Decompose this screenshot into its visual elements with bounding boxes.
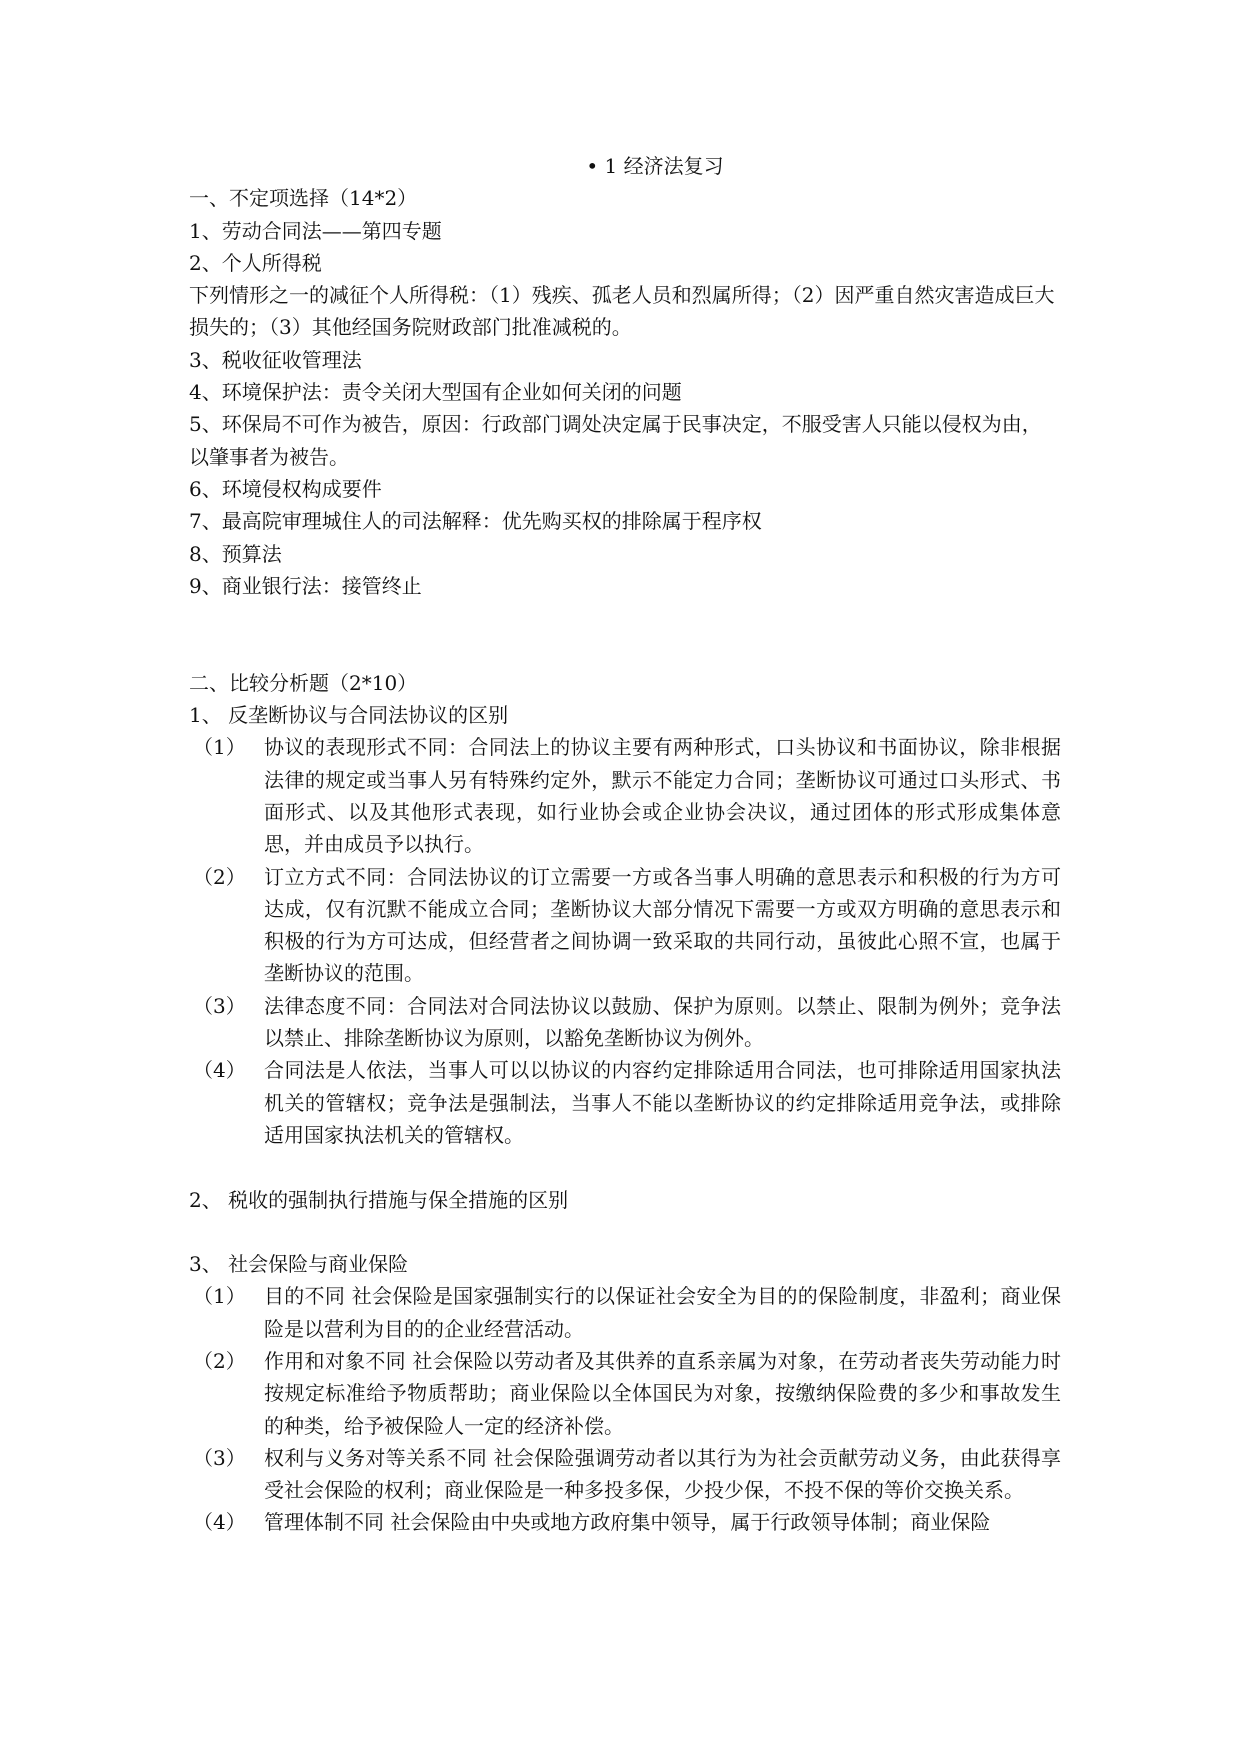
section-heading-2: 二、比较分析题（2*10） [189, 670, 418, 695]
question-title: 2、 税收的强制执行措施与保全措施的区别 [189, 1187, 569, 1212]
list-item: 9、商业银行法：接管终止 [189, 573, 422, 598]
item-text: 订立方式不同：合同法协议的订立需要一方或各当事人明确的意思表示和积极的行为方可达成，仅有沉默不能成立合同；垄断协议大部分情况下需要一方或双方明确的意思表示和积极的行为方可达成，但经营者之间协调一致采取的共同行动，虽彼此心照不宣，也属于垄断协议的范围。 [264, 864, 1061, 986]
list-item: 8、预算法 [189, 541, 282, 566]
item-number: （4） [193, 1510, 246, 1535]
list-item: 2、个人所得税 [189, 250, 322, 275]
question-title: 3、 社会保险与商业保险 [189, 1252, 409, 1277]
item-text: 协议的表现形式不同：合同法上的协议主要有两种形式，口头协议和书面协议，除非根据法律的规定或当事人另有特殊约定外，默示不能定力合同；垄断协议可通过口头形式、书面形式、以及其他形式表现，如行业协会或企业协会决议，通过团体的形式形成集体意思，并由成员予以执行。 [264, 735, 1061, 857]
numbered-item [189, 1054, 1061, 1151]
item-number: （1） [193, 1284, 246, 1309]
item-number: （1） [193, 735, 246, 760]
list-item: 7、最高院审理城住人的司法解释：优先购买权的排除属于程序权 [189, 509, 762, 534]
numbered-item [189, 731, 1061, 860]
list-item: 3、税收征收管理法 [189, 347, 362, 372]
item-number: （2） [193, 1348, 246, 1373]
numbered-item [189, 861, 1061, 990]
numbered-item [189, 1345, 1061, 1442]
item-text: 目的不同 社会保险是国家强制实行的以保证社会安全为目的的保险制度，非盈利；商业保险是以营利为目的的企业经营活动。 [264, 1284, 1061, 1341]
item-number: （2） [193, 864, 246, 889]
spacer [189, 1151, 1061, 1183]
list-item: 1、劳动合同法——第四专题 [189, 218, 442, 243]
item-text: 作用和对象不同 社会保险以劳动者及其供养的直系亲属为对象，在劳动者丧失劳动能力时按规定标准给予物质帮助；商业保险以全体国民为对象，按缴纳保险费的多少和事故发生的种类，给予被保险人一定的经济补偿。 [264, 1348, 1061, 1438]
page-title: • 1 经济法复习 [586, 154, 724, 178]
numbered-item [189, 1442, 1061, 1507]
paragraph: 下列情形之一的减征个人所得税：（1）残疾、孤老人员和烈属所得；（2）因严重自然灾害造成巨大损失的；（3）其他经国务院财政部门批准减税的。 [189, 283, 1055, 340]
numbered-item [189, 1506, 1061, 1538]
item-text: 权利与义务对等关系不同 社会保险强调劳动者以其行为为社会贡献劳动义务，由此获得享受社会保险的权利；商业保险是一种多投多保，少投少保，不投不保的等价交换关系。 [264, 1445, 1061, 1503]
item-number: （4） [193, 1058, 246, 1083]
list-item: 6、环境侵权构成要件 [189, 476, 382, 501]
item-text: 合同法是人依法，当事人可以以协议的内容约定排除适用合同法，也可排除适用国家执法机关的管辖权；竞争法是强制法，当事人不能以垄断协议的约定排除适用竞争法，或排除适用国家执法机关的管辖权。 [264, 1058, 1061, 1147]
item-text: 管理体制不同 社会保险由中央或地方政府集中领导，属于行政领导体制；商业保险 [264, 1510, 991, 1535]
section-heading-1: 一、不定项选择（14*2） [189, 186, 418, 211]
document-body [189, 150, 1061, 1539]
question-title: 1、 反垄断协议与合同法协议的区别 [189, 703, 509, 728]
numbered-item [189, 1280, 1061, 1345]
list-item: 4、环境保护法：责令关闭大型国有企业如何关闭的问题 [189, 380, 682, 405]
item-number: （3） [193, 1445, 246, 1470]
item-number: （3） [193, 993, 246, 1018]
numbered-item [189, 990, 1061, 1055]
spacer [189, 602, 1061, 667]
list-item: 5、环保局不可作为被告，原因：行政部门调处决定属于民事决定，不服受害人只能以侵权为由，以肇事者为被告。 [189, 412, 1042, 469]
spacer [189, 1216, 1061, 1248]
item-text: 法律态度不同：合同法对合同法协议以鼓励、保护为原则。以禁止、限制为例外；竞争法以禁止、排除垄断协议为原则，以豁免垄断协议为例外。 [264, 993, 1061, 1051]
